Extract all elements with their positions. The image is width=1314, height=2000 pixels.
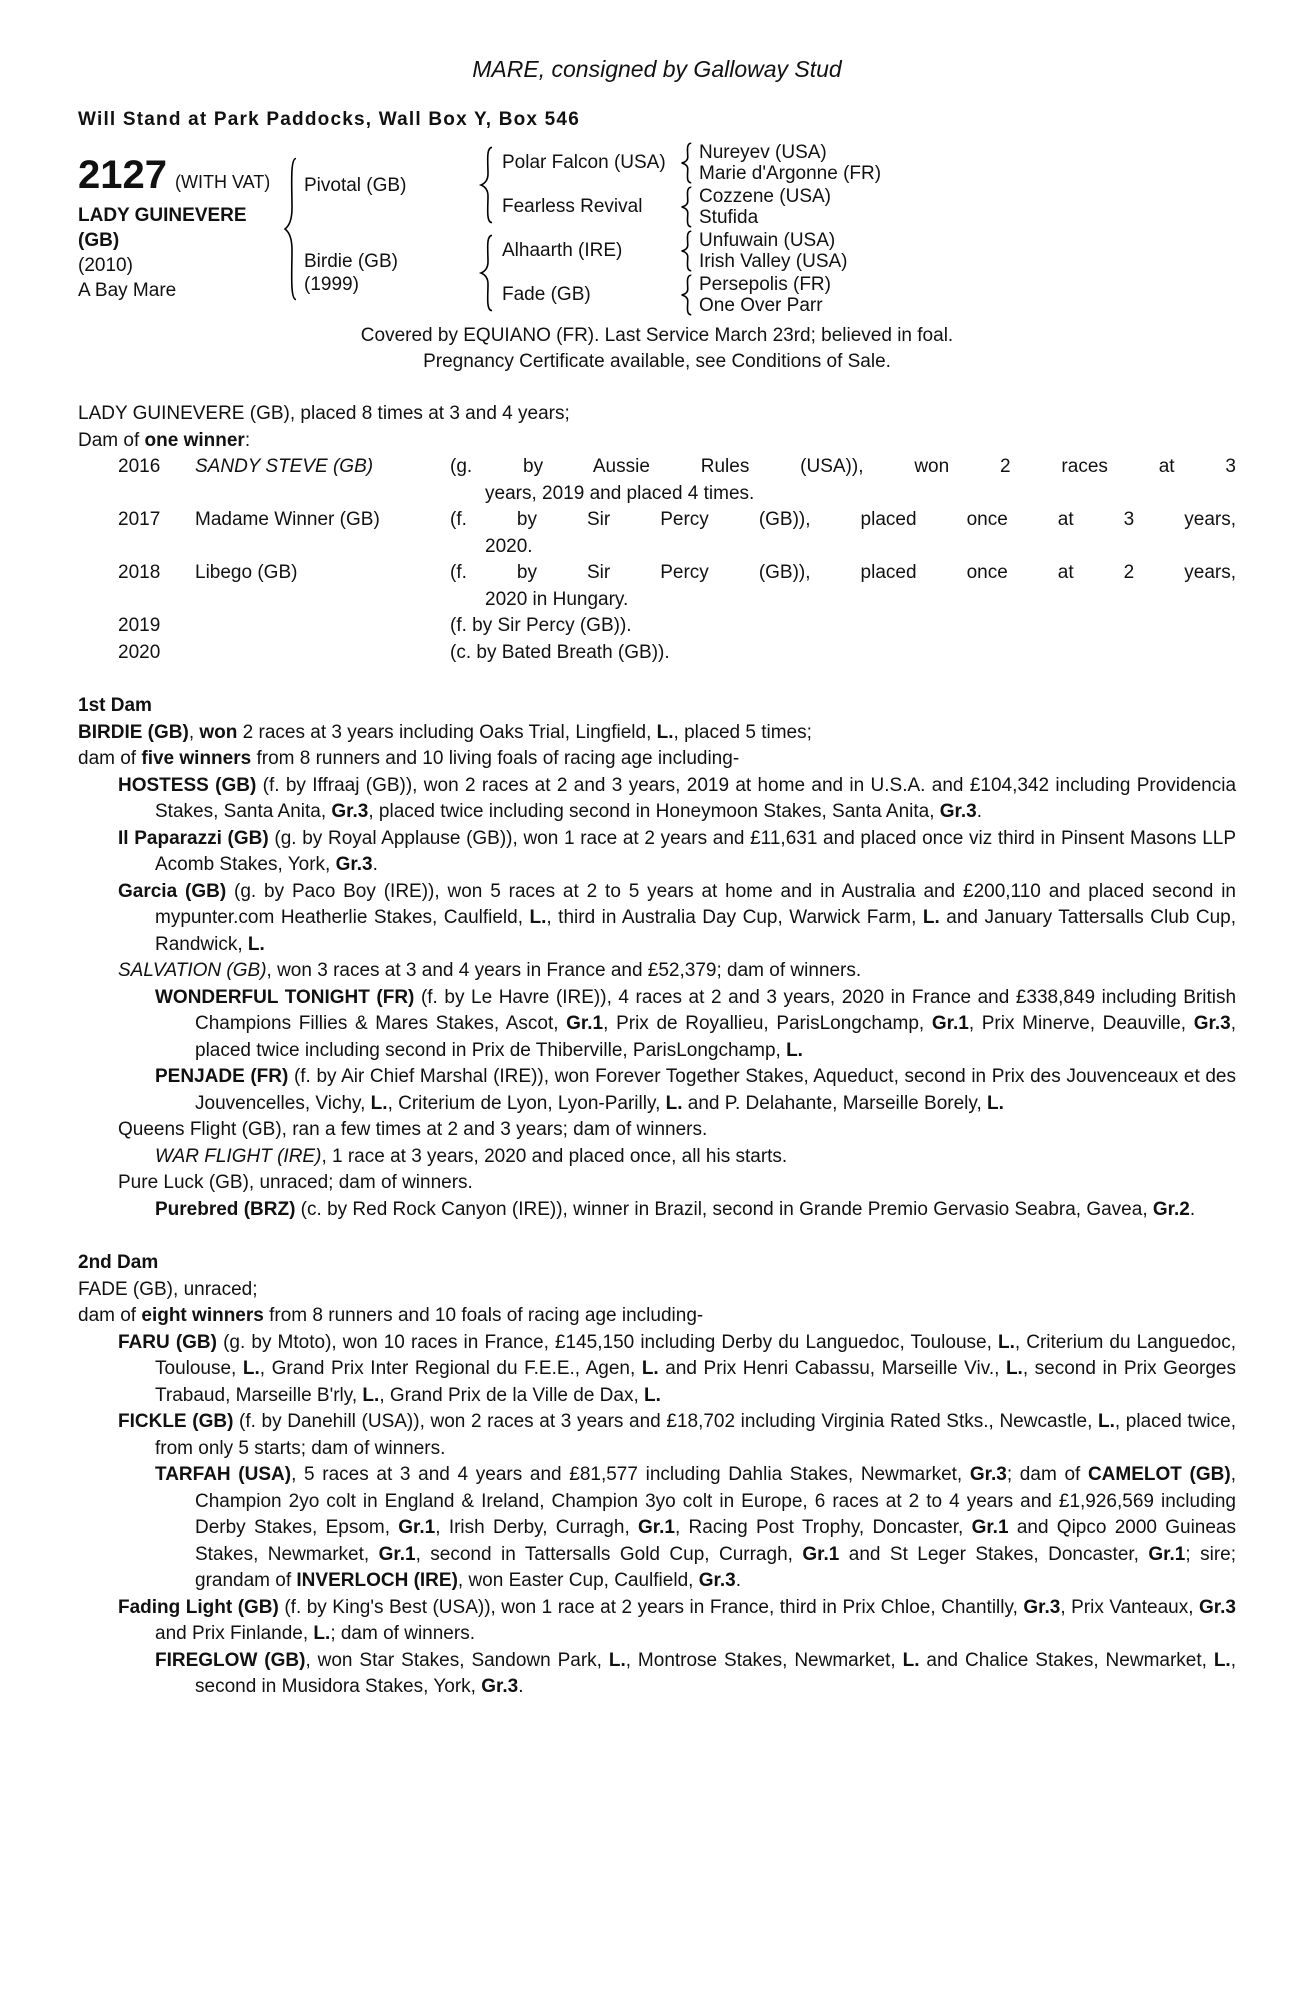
dam-row	[298, 229, 881, 317]
sire-dam-row	[494, 185, 881, 229]
lot-column	[78, 155, 282, 303]
covering-note-line1: Covered by EQUIANO (FR). Last Service March 23rd; believed in foal.	[360, 325, 954, 346]
produce-name: Libego (GB)	[195, 562, 298, 583]
great-grandparent-name: One Over Parr	[699, 295, 823, 316]
dam-grandparents	[494, 229, 848, 317]
pedigree-brace-icon	[679, 230, 693, 272]
great-grandparents-pair	[693, 142, 881, 185]
produce-year: 2020	[118, 641, 161, 663]
sire-grandparents	[494, 141, 881, 229]
produce-row	[78, 454, 1236, 507]
produce-name: SANDY STEVE (GB)	[195, 456, 374, 477]
subject-name-line1: LADY GUINEVERE	[78, 205, 247, 226]
produce-year: 2017	[118, 509, 161, 530]
first-dam-intro2: dam of five winners from 8 runners and 10 living foals of racing age including-	[78, 748, 740, 769]
first-dam-intro: BIRDIE (GB), won 2 races at 3 years including Oaks Trial, Lingfield, L., placed 5 times;	[78, 721, 812, 743]
dam-sire-row	[494, 229, 848, 273]
vat-note: (WITH VAT)	[174, 172, 271, 192]
progeny-entry: Garcia (GB) (g. by Paco Boy (IRE)), won 5 races at 2 to 5 years at home and in Australia and £200,110 and placed second in mypunter.com Heatherlie Stakes, Caulfield, L., third in Australia Day Cup, Warwick Farm, L. and January Tattersalls Club Cup, Randwick, L.	[118, 880, 1236, 955]
progeny-entry: WONDERFUL TONIGHT (FR) (f. by Le Havre (IRE)), 4 races at 2 and 3 years, 2020 in France and £338,849 including British Champions Fillies & Mares Stakes, Ascot, Gr.1, Prix de Royallieu, ParisLongchamp, Gr.1, Prix Minerve, Deauville, Gr.3, placed twice including second in Prix de Thiberville, ParisLongchamp, L.	[155, 986, 1237, 1061]
dam-name: Birdie (GB)	[304, 251, 398, 272]
produce-desc: (f. by Sir Percy (GB)), placed once at 3 years, 2020.	[450, 509, 1236, 557]
sire-name: Pivotal (GB)	[304, 174, 407, 196]
produce-row	[78, 507, 1236, 560]
great-grandparent-name: Marie d'Argonne (FR)	[699, 163, 882, 184]
progeny-entry: Pure Luck (GB), unraced; dam of winners.	[118, 1172, 473, 1193]
progeny-entry: WAR FLIGHT (IRE), 1 race at 3 years, 2020 and placed once, all his starts.	[155, 1145, 788, 1167]
subject-description: A Bay Mare	[78, 280, 177, 301]
mare-record-section	[78, 401, 1236, 666]
pedigree-brace-icon	[679, 142, 693, 184]
produce-desc: (g. by Aussie Rules (USA)), won 2 races at 3 years, 2019 and placed 4 times.	[450, 456, 1236, 504]
covering-note	[78, 323, 1236, 375]
subject-name-line2: (GB)	[78, 230, 120, 251]
produce-name: Madame Winner (GB)	[195, 509, 380, 530]
sire-sire-row	[494, 141, 881, 185]
progeny-entry: TARFAH (USA), 5 races at 3 and 4 years and £81,577 including Dahlia Stakes, Newmarket, Gr.3; dam of CAMELOT (GB), Champion 2yo colt in England & Ireland, Champion 3yo colt in Europe, 6 races at 2 to 4 years and £1,926,569 including Derby Stakes, Epsom, Gr.1, Irish Derby, Curragh, Gr.1, Racing Post Trophy, Doncaster, Gr.1 and Qipco 2000 Guineas Stakes, Newmarket, Gr.1, second in Tattersalls Gold Cup, Curragh, Gr.1 and St Leger Stakes, Doncaster, Gr.1; sire; grandam of INVERLOCH (IRE), won Easter Cup, Caulfield, Gr.3.	[155, 1464, 1237, 1591]
dam-dam-name: Fade (GB)	[502, 284, 591, 305]
progeny-entry: FIREGLOW (GB), won Star Stakes, Sandown Park, L., Montrose Stakes, Newmarket, L. and Chalice Stakes, Newmarket, L., second in Musidora Stakes, York, Gr.3.	[155, 1649, 1236, 1697]
progeny-entry: Fading Light (GB) (f. by King's Best (USA)), won 1 race at 2 years in France, third in Prix Chloe, Chantilly, Gr.3, Prix Vanteaux, Gr.3 and Prix Finlande, L.; dam of winners.	[118, 1596, 1236, 1644]
dam-dam-row	[494, 273, 848, 317]
first-dam-heading: 1st Dam	[78, 695, 152, 716]
subject-year: (2010)	[78, 255, 133, 276]
lot-line	[78, 155, 282, 195]
great-grandparent-name: Nureyev (USA)	[699, 141, 827, 163]
produce-name	[195, 613, 450, 640]
second-dam-heading: 2nd Dam	[78, 1252, 159, 1273]
progeny-entry: Il Paparazzi (GB) (g. by Royal Applause (GB)), won 1 race at 2 years and £11,631 and placed once viz third in Pinsent Masons LLP Acomb Stakes, York, Gr.3.	[118, 827, 1237, 875]
produce-row	[78, 613, 1236, 640]
progeny-entry: PENJADE (FR) (f. by Air Chief Marshal (IRE)), won Forever Together Stakes, Aqueduct, second in Prix des Jouvenceaux et des Jouvencelles, Vichy, L., Criterium de Lyon, Lyon-Parilly, L. and P. Delahante, Marseille Borely, L.	[155, 1066, 1236, 1114]
pedigree-brace-icon	[478, 145, 494, 225]
progeny-entry: Purebred (BRZ) (c. by Red Rock Canyon (IRE)), winner in Brazil, second in Grande Premio Gervasio Seabra, Gavea, Gr.2.	[155, 1198, 1196, 1220]
pedigree-brace-icon	[679, 186, 693, 228]
sire-row	[298, 141, 881, 229]
second-dam-intro: FADE (GB), unraced;	[78, 1278, 258, 1300]
mare-record-dam-of-line: Dam of one winner:	[78, 429, 251, 451]
progeny-entry: FICKLE (GB) (f. by Danehill (USA)), won 2 races at 3 years and £18,702 including Virginia Rated Stks., Newcastle, L., placed twice, from only 5 starts; dam of winners.	[118, 1411, 1236, 1459]
second-dam-section	[78, 1250, 1236, 1701]
produce-year: 2016	[118, 456, 161, 477]
produce-desc: (f. by Sir Percy (GB)).	[450, 615, 632, 636]
sire-sire-name: Polar Falcon (USA)	[502, 152, 666, 173]
produce-name	[195, 640, 450, 667]
dam-name-block	[298, 250, 478, 296]
produce-row	[78, 640, 1236, 667]
great-grandparent-name: Persepolis (FR)	[699, 273, 831, 295]
produce-year: 2019	[118, 615, 161, 636]
pedigree-brace-icon	[478, 233, 494, 313]
dam-sire-name: Alhaarth (IRE)	[502, 240, 623, 261]
great-grandparent-name: Irish Valley (USA)	[699, 251, 848, 272]
progeny-entry: HOSTESS (GB) (f. by Iffraaj (GB)), won 2 races at 2 and 3 years, 2019 at home and in U.S.A. and £104,342 including Providencia Stakes, Santa Anita, Gr.3, placed twice including second in Honeymoon Stakes, Santa Anita, Gr.3.	[118, 774, 1237, 822]
first-dam-section	[78, 693, 1236, 1223]
dam-year: (1999)	[304, 274, 359, 295]
great-grandparent-name: Unfuwain (USA)	[699, 229, 836, 251]
great-grandparents-pair	[693, 186, 831, 229]
produce-desc: (f. by Sir Percy (GB)), placed once at 2 years, 2020 in Hungary.	[450, 562, 1236, 610]
progeny-entry: SALVATION (GB), won 3 races at 3 and 4 years in France and £52,379; dam of winners.	[118, 960, 862, 981]
produce-desc: (c. by Bated Breath (GB)).	[450, 641, 670, 663]
great-grandparents-pair	[693, 274, 831, 317]
covering-note-line2: Pregnancy Certificate available, see Conditions of Sale.	[423, 351, 891, 372]
great-grandparent-name: Cozzene (USA)	[699, 185, 831, 207]
great-grandparents-pair	[693, 230, 848, 273]
generation1-column	[298, 141, 881, 317]
pedigree-brace-icon	[282, 154, 298, 304]
second-dam-intro2: dam of eight winners from 8 runners and 10 foals of racing age including-	[78, 1305, 704, 1326]
pedigree-table	[78, 141, 1236, 317]
pedigree-brace-icon	[679, 274, 693, 316]
progeny-entry: Queens Flight (GB), ran a few times at 2 and 3 years; dam of winners.	[118, 1119, 708, 1140]
produce-year: 2018	[118, 562, 161, 583]
produce-table	[78, 454, 1236, 666]
mare-record-intro: LADY GUINEVERE (GB), placed 8 times at 3 and 4 years;	[78, 403, 570, 424]
produce-row	[78, 560, 1236, 613]
consignor-title: MARE, consigned by Galloway Stud	[472, 56, 842, 82]
progeny-entry: FARU (GB) (g. by Mtoto), won 10 races in France, £145,150 including Derby du Languedoc, Toulouse, L., Criterium du Languedoc, Toulouse, L., Grand Prix Inter Regional du F.E.E., Agen, L. and Prix Henri Cabassu, Marseille Viv., L., second in Prix Georges Trabaud, Marseille B'rly, L., Grand Prix de la Ville de Dax, L.	[118, 1331, 1236, 1406]
stand-location-line: Will Stand at Park Paddocks, Wall Box Y, Box 546	[78, 109, 580, 130]
sire-dam-name: Fearless Revival	[502, 196, 643, 217]
lot-number: 2127	[78, 153, 167, 197]
great-grandparent-name: Stufida	[699, 207, 759, 228]
